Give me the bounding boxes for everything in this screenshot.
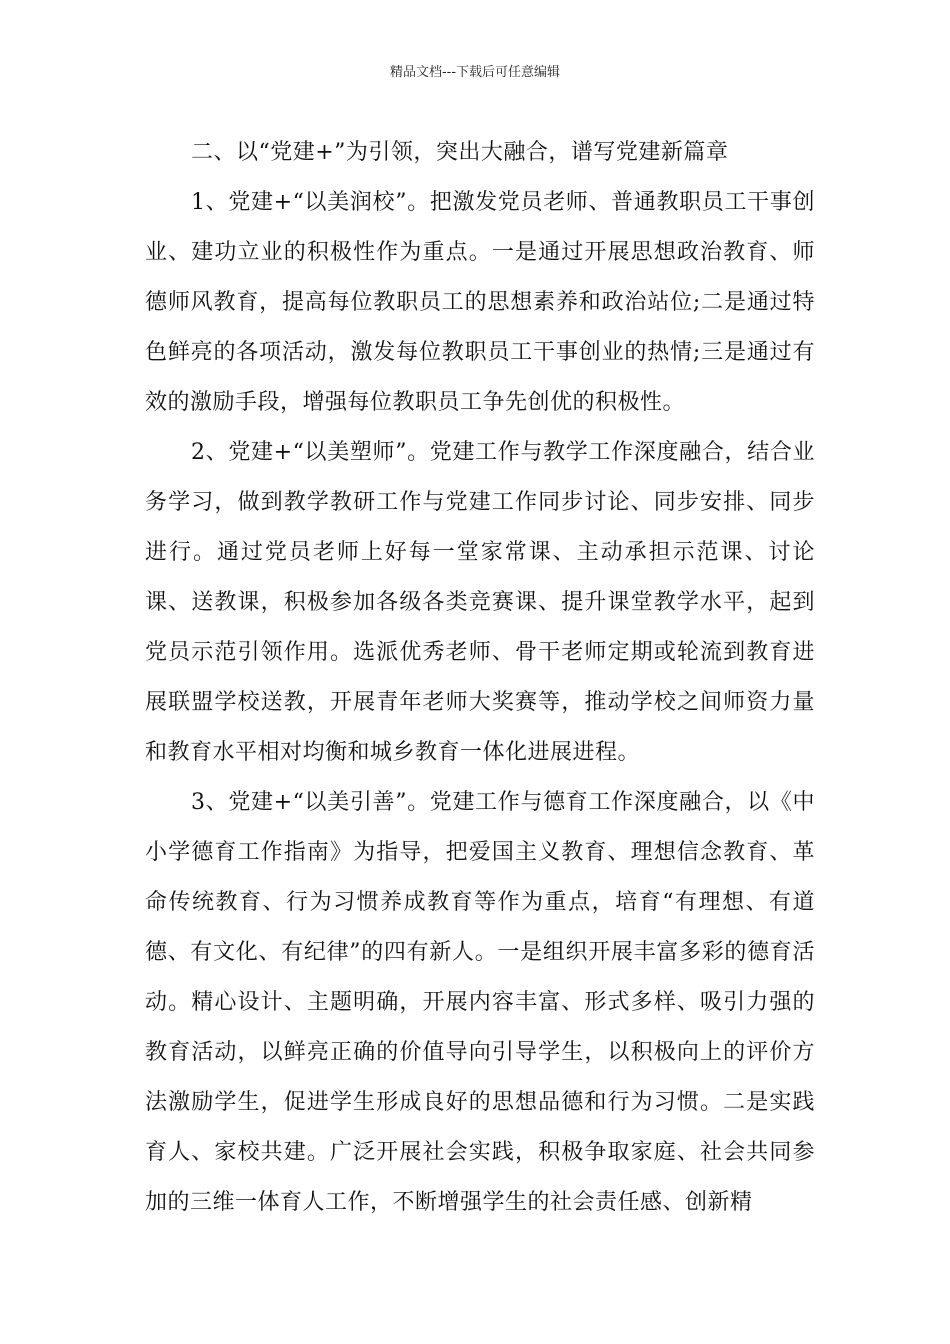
paragraph-1: 1、党建+“以美润校”。把激发党员老师、普通教职员工干事创业、建功立业的积极性作为重点。一是通过开展思想政治教育、师德师风教育，提高每位教职员工的思想素养和政治站位;二是通过特色鲜亮的各项活动，激发每位教职员工干事创业的热情;三是通过有效的激励手段，增强每位教职员工争先创优的积极性。 [145, 190, 815, 415]
section-heading: 二、以“党建+”为引领，突出大融合，谱写党建新篇章 [191, 140, 729, 165]
paragraph-3: 3、党建+“以美引善”。党建工作与德育工作深度融合，以《中小学德育工作指南》为指导，把爱国主义教育、理想信念教育、革命传统教育、行为习惯养成教育等作为重点，培育“有理想、有道德、有文化、有纪律”的四有新人。一是组织开展丰富多彩的德育活动。精心设计、主题明确，开展内容丰富、形式多样、吸引力强的教育活动，以鲜亮正确的价值导向引导学生，以积极向上的评价方法激励学生，促进学生形成良好的思想品德和行为习惯。二是实践育人、家校共建。广泛开展社会实践，积极争取家庭、社会共同参加的三维一体育人工作，不断增强学生的社会责任感、创新精 [145, 790, 815, 1215]
paragraph-2: 2、党建+“以美塑师”。党建工作与教学工作深度融合，结合业务学习，做到教学教研工作与党建工作同步讨论、同步安排、同步进行。通过党员老师上好每一堂家常课、主动承担示范课、讨论课、送教课，积极参加各级各类竞赛课、提升课堂教学水平，起到党员示范引领作用。选派优秀老师、骨干老师定期或轮流到教育进展联盟学校送教，开展青年老师大奖赛等，推动学校之间师资力量和教育水平相对均衡和城乡教育一体化进展进程。 [145, 440, 815, 765]
document-body [145, 128, 815, 1228]
page-header: 精品文档---下载后可任意编辑 [389, 65, 561, 80]
